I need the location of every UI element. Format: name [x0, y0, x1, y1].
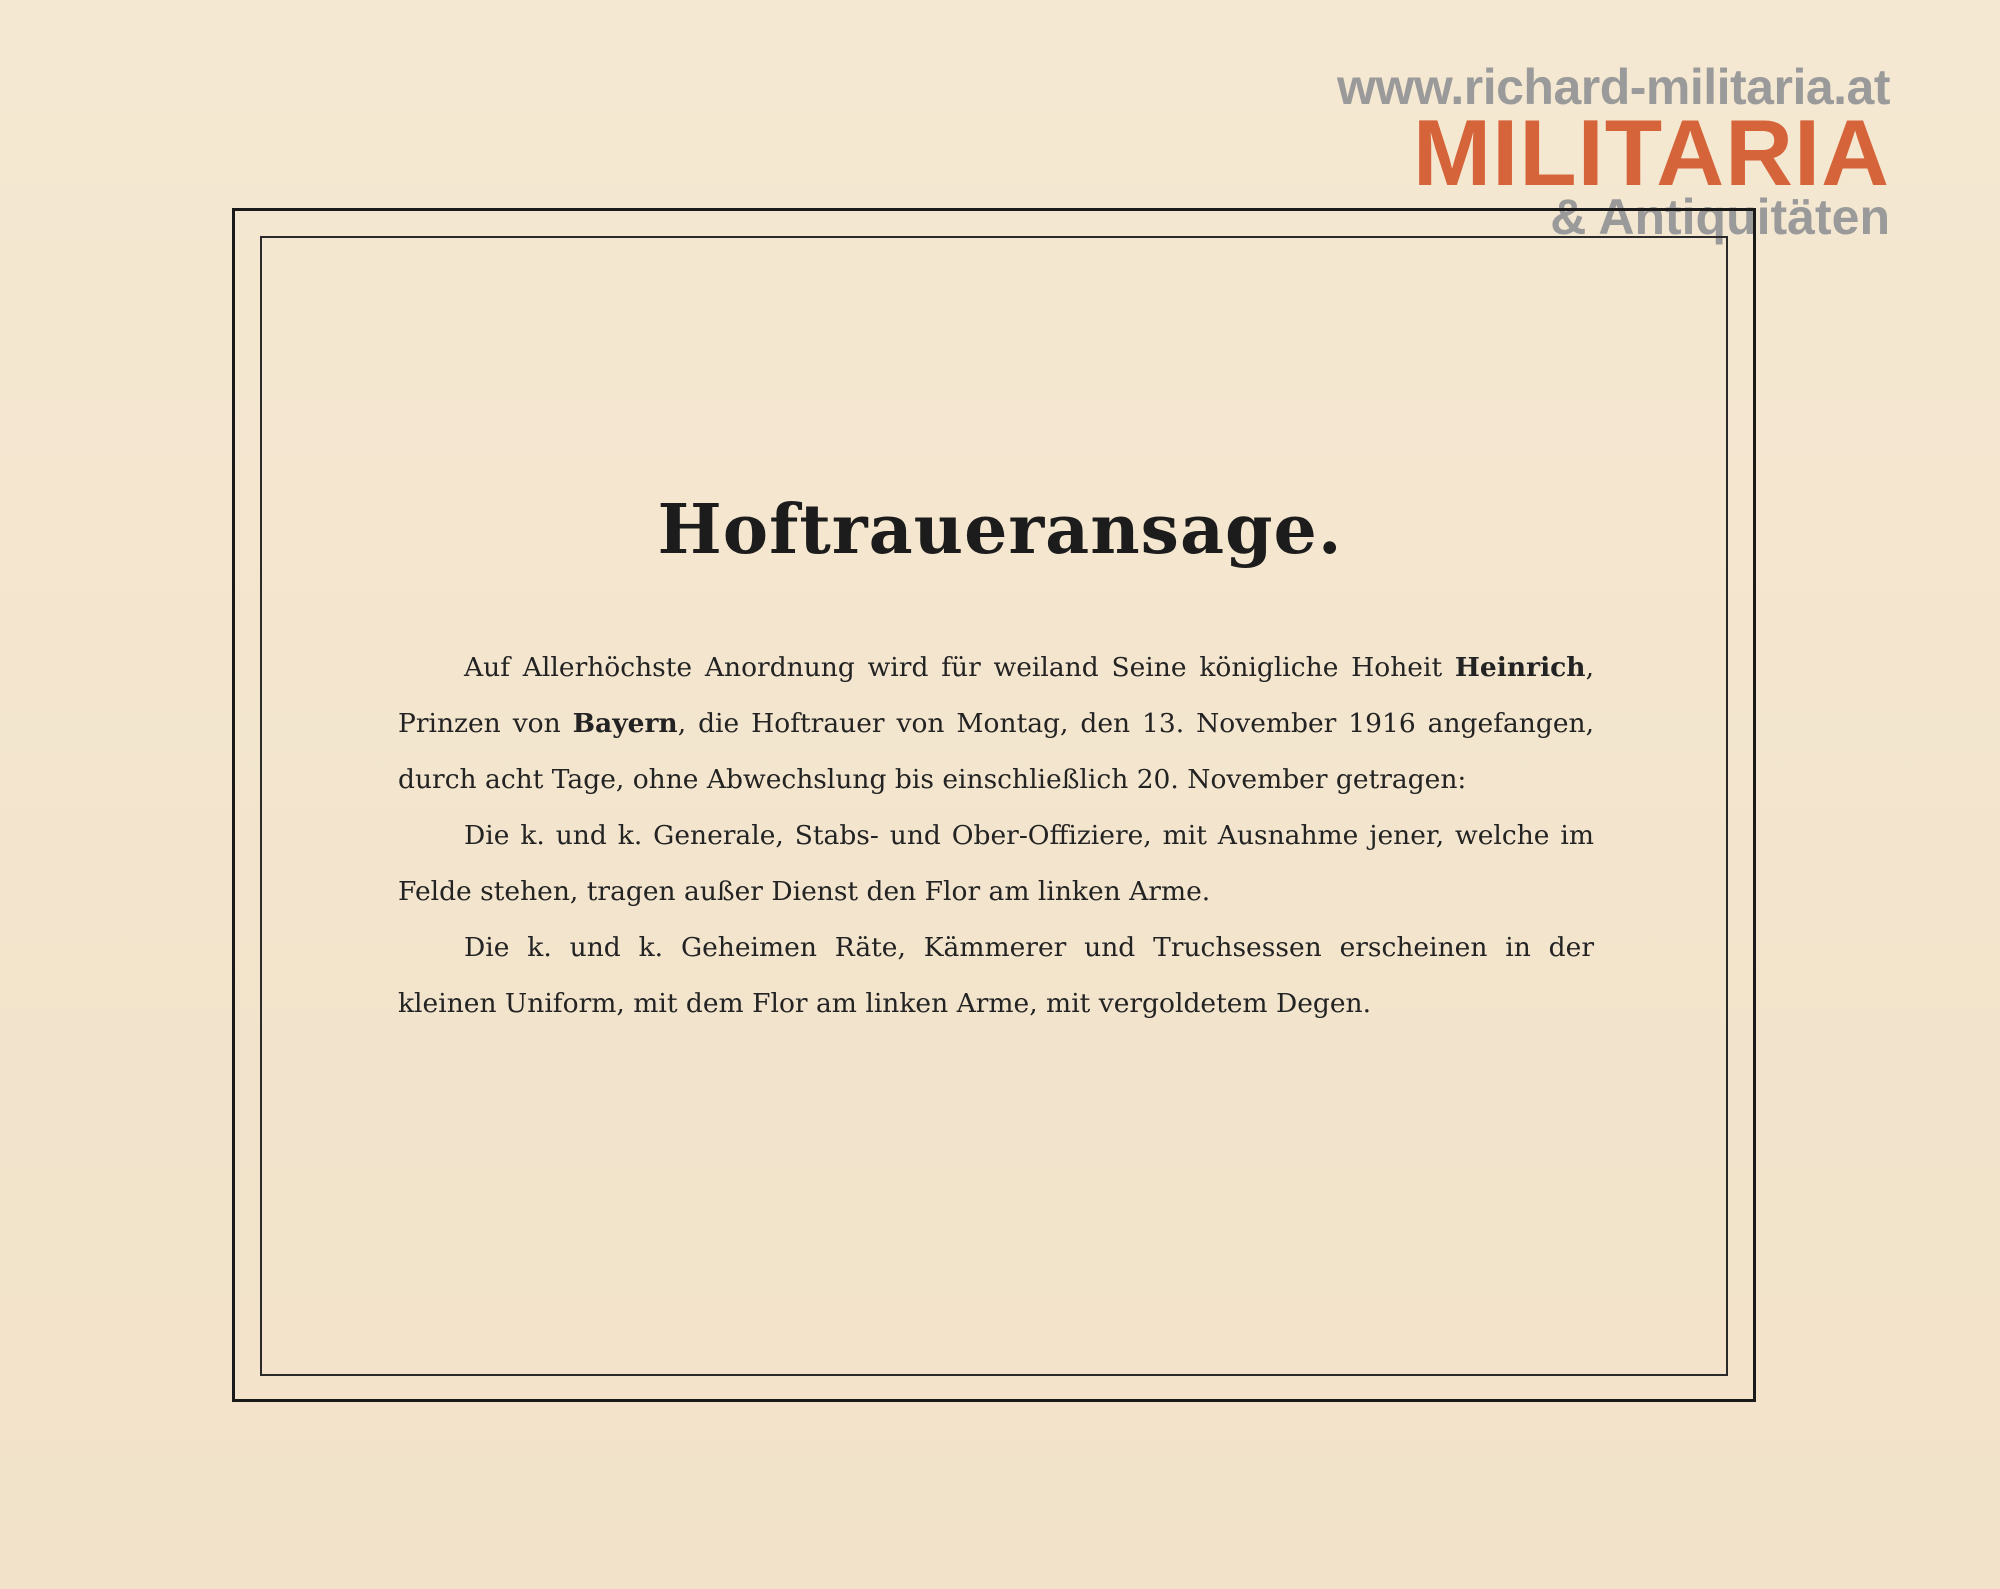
announcement-text-2: , Prinzen von — [398, 652, 1594, 739]
document-title: Hoftraueransage. — [657, 490, 1343, 570]
watermark-url: www.richard-militaria.at — [1337, 59, 1890, 115]
announcement-text-1: Auf Allerhöchste Anordnung wird für weiland Seine königliche Hoheit — [464, 652, 1455, 683]
document-body — [398, 640, 1594, 1032]
announcement-text-3: , die Hoftrauer von Montag, den 13. November 1916 angefangen, durch acht Tage, ohne Abwechslung bis einschließlich 20. November getragen: — [398, 708, 1595, 795]
paragraph-councillors: Die k. und k. Geheimen Räte, Kämmerer und Truchsessen erscheinen in der kleinen Uniform, mit dem Flor am linken Arme, mit vergoldetem Degen. — [398, 932, 1594, 1019]
watermark-brand: MILITARIA — [1412, 100, 1890, 205]
prince-name: Heinrich — [1454, 652, 1586, 683]
paragraph-officers: Die k. und k. Generale, Stabs- und Ober-Offiziere, mit Ausnahme jener, welche im Felde stehen, tragen außer Dienst den Flor am linken Arme. — [398, 820, 1594, 907]
country-name: Bayern — [572, 708, 678, 739]
paragraph-announcement — [398, 640, 1594, 808]
watermark-subtitle: & Antiquitäten — [1550, 189, 1890, 245]
